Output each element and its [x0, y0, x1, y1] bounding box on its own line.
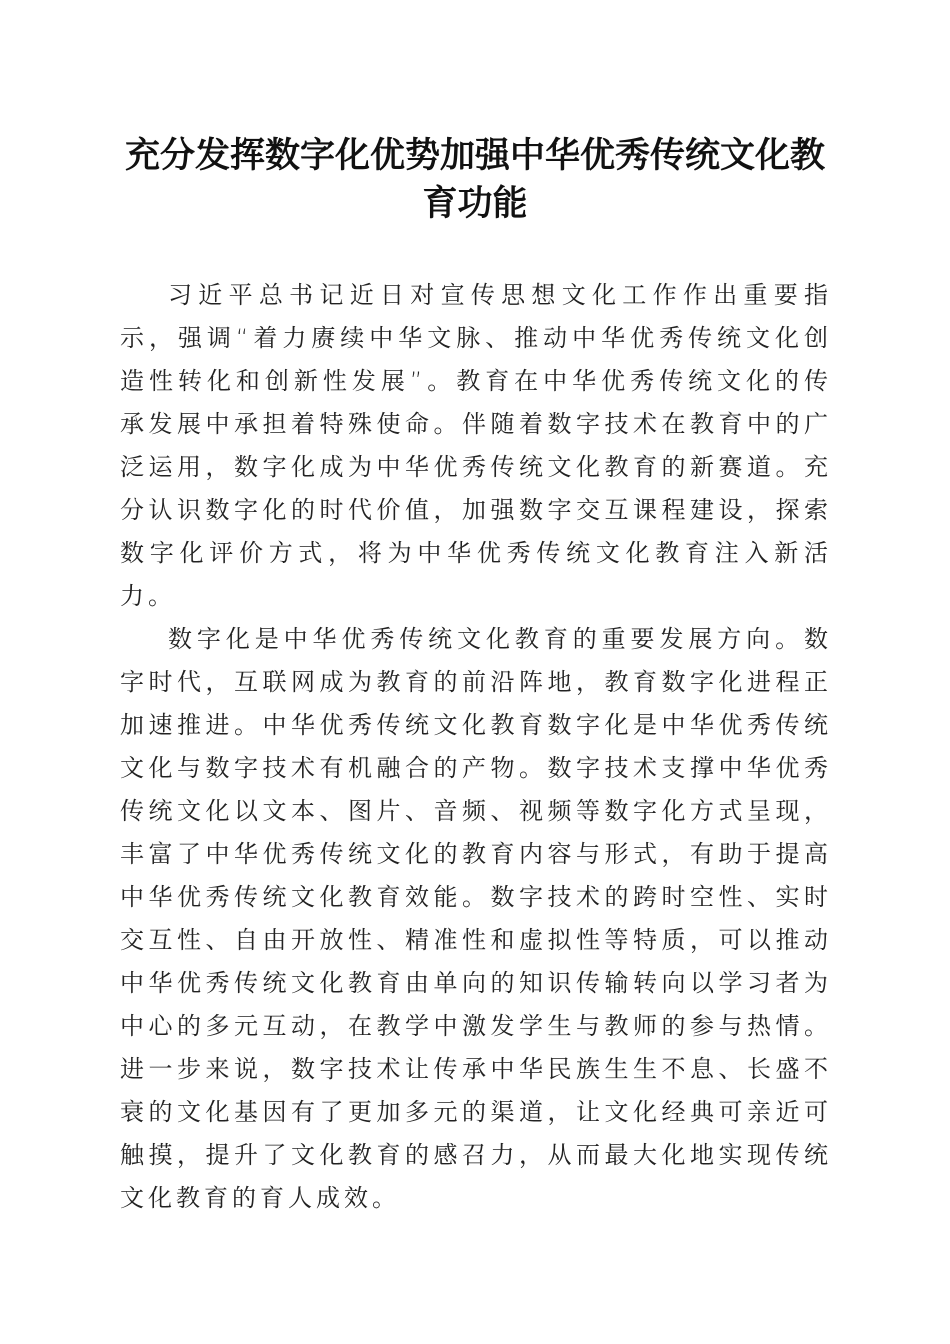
- paragraph-1: 习近平总书记近日对宣传思想文化工作作出重要指示，强调“着力赓续中华文脉、推动中华优秀传统文化创造性转化和创新性发展”。教育在中华优秀传统文化的传承发展中承担着特殊使命。伴随着数字技术在教育中的广泛运用，数字化成为中华优秀传统文化教育的新赛道。充分认识数字化的时代价值，加强数字交互课程建设，探索数字化评价方式，将为中华优秀传统文化教育注入新活力。: [120, 281, 832, 610]
- document-title: 充分发挥数字化优势加强中华优秀传统文化教育功能: [124, 135, 825, 224]
- paragraph-2: 数字化是中华优秀传统文化教育的重要发展方向。数字时代，互联网成为教育的前沿阵地，教育数字化进程正加速推进。中华优秀传统文化教育数字化是中华优秀传统文化与数字技术有机融合的产物。数字技术支撑中华优秀传统文化以文本、图片、音频、视频等数字化方式呈现，丰富了中华优秀传统文化的教育内容与形式，有助于提高中华优秀传统文化教育效能。数字技术的跨时空性、实时交互性、自由开放性、精准性和虚拟性等特质，可以推动中华优秀传统文化教育由单向的知识传输转向以学习者为中心的多元互动，在教学中激发学生与教师的参与热情。进一步来说，数字技术让传承中华民族生生不息、长盛不衰的文化基因有了更加多元的渠道，让文化经典可亲近可触摸，提升了文化教育的感召力，从而最大化地实现传统文化教育的育人成效。: [120, 625, 832, 1212]
- document-body: [120, 274, 832, 1220]
